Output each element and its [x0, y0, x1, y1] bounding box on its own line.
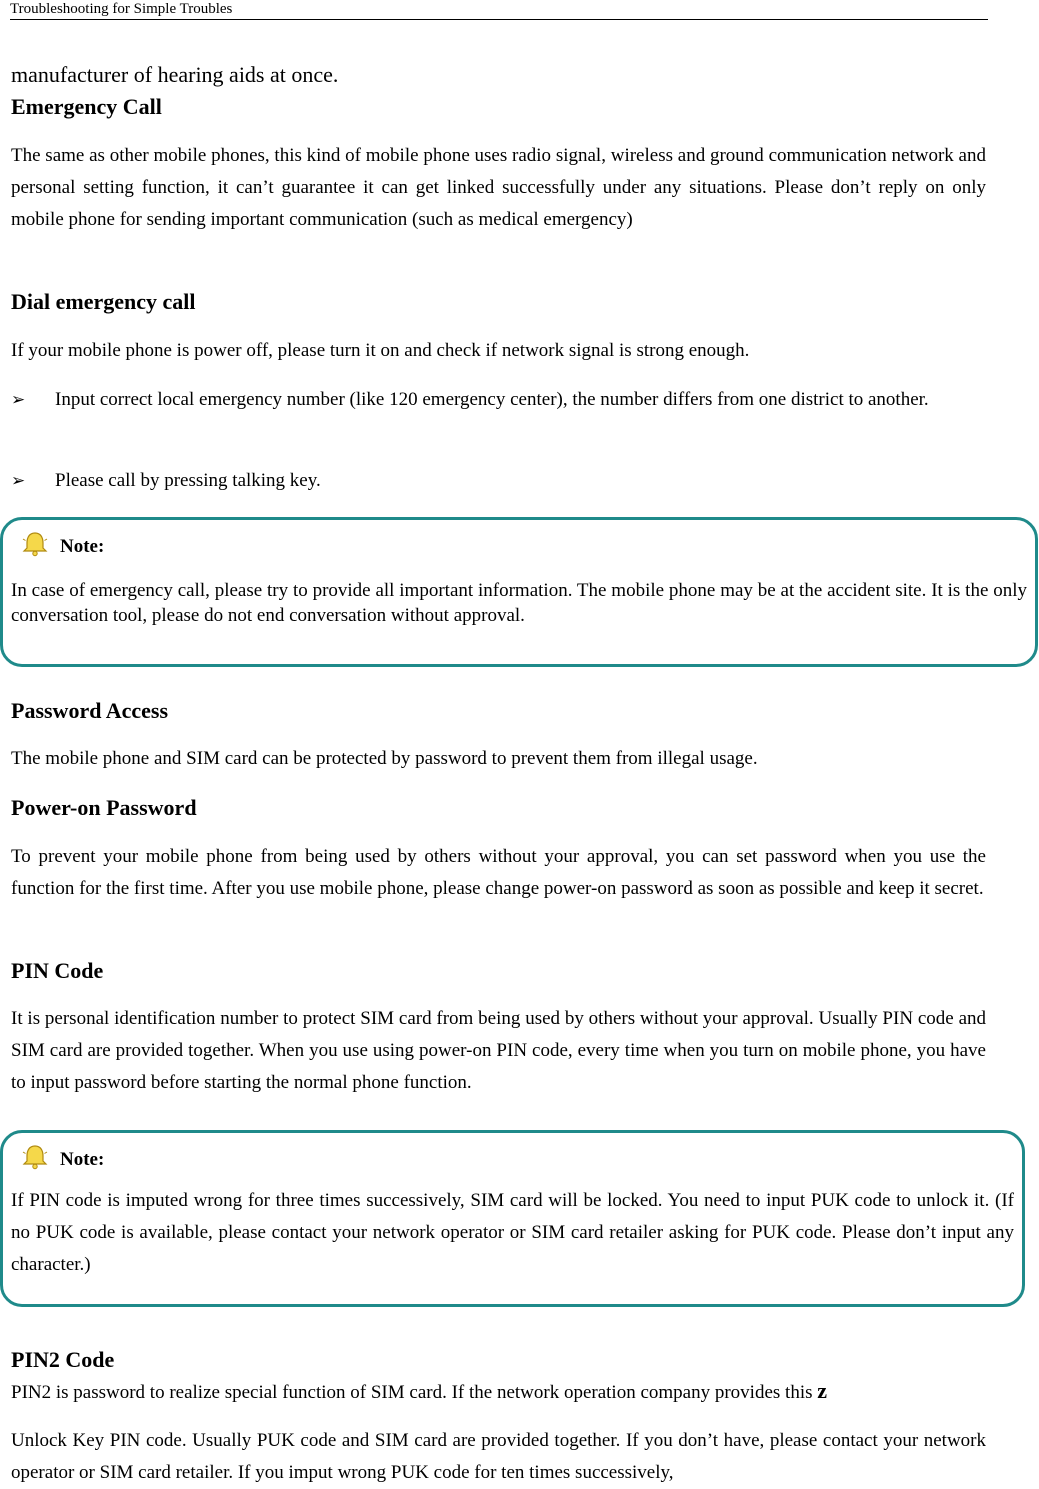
arrow-bullet-icon: ➢ [11, 471, 26, 491]
page-header [10, 0, 988, 20]
note-label: Note: [60, 1149, 105, 1170]
pin2-code-text-main: PIN2 is password to realize special function of SIM card. If the network operation company provides this [11, 1382, 818, 1403]
pin2-code-bold-char: z [817, 1378, 828, 1403]
note-box [0, 1130, 1025, 1307]
password-access-text: The mobile phone and SIM card can be protected by password to prevent them from illegal usage. [11, 748, 758, 769]
dial-emergency-text: If your mobile phone is power off, please turn it on and check if network signal is strong enough. [11, 340, 750, 361]
lead-text: manufacturer of hearing aids at once. [11, 62, 339, 87]
bullet-text: Input correct local emergency number (like 120 emergency center), the number differs from one district to another. [55, 389, 929, 410]
bullet-item [11, 384, 986, 416]
arrow-bullet-icon: ➢ [11, 390, 26, 410]
heading-power-on-password: Power-on Password [11, 795, 197, 820]
header-title: Troubleshooting for Simple Troubles [10, 1, 233, 17]
bell-icon [21, 1143, 49, 1171]
pin2-code-text [11, 1376, 986, 1408]
power-on-password-text: To prevent your mobile phone from being used by others without your approval, you can set password when you use the function for the first time. After you use mobile phone, please change power-on password as soon as possible and keep it secret. [11, 846, 986, 899]
bell-icon [21, 530, 49, 558]
heading-pin-code: PIN Code [11, 958, 104, 983]
heading-password-access: Password Access [11, 698, 169, 723]
heading-dial-emergency-call: Dial emergency call [11, 289, 196, 314]
pin-code-text: It is personal identification number to protect SIM card from being used by others without your approval. Usually PIN code and SIM card are provided together. When you use using power-on PIN code, every time when you turn on mobile phone, you have to input password before starting the normal phone function. [11, 1008, 986, 1093]
note-text: If PIN code is imputed wrong for three times successively, SIM card will be locked. You need to input PUK code to unlock it. (If no PUK code is available, please contact your network operator or SIM card retailer asking for PUK code. Please don’t input any character.) [11, 1190, 1014, 1275]
heading-emergency-call: Emergency Call [11, 94, 162, 119]
pin2-code-text-continued: Unlock Key PIN code. Usually PUK code and SIM card are provided together. If you don’t have, please contact your network operator or SIM card retailer. If you imput wrong PUK code for ten times successively, [11, 1430, 986, 1483]
bullet-item [11, 465, 986, 497]
bullet-text: Please call by pressing talking key. [55, 470, 321, 491]
emergency-call-text: The same as other mobile phones, this kind of mobile phone uses radio signal, wireless and ground communication network and personal setting function, it can’t guarantee it can get linked successfully under any situations. Please don’t reply on only mobile phone for sending important communication (such as medical emergency) [11, 145, 986, 230]
heading-pin2-code: PIN2 Code [11, 1347, 115, 1372]
note-text: In case of emergency call, please try to provide all important information. The mobile phone may be at the accident site. It is the only conversation tool, please do not end conversation without approval. [11, 580, 1027, 626]
note-box [0, 517, 1038, 667]
note-label: Note: [60, 536, 105, 557]
